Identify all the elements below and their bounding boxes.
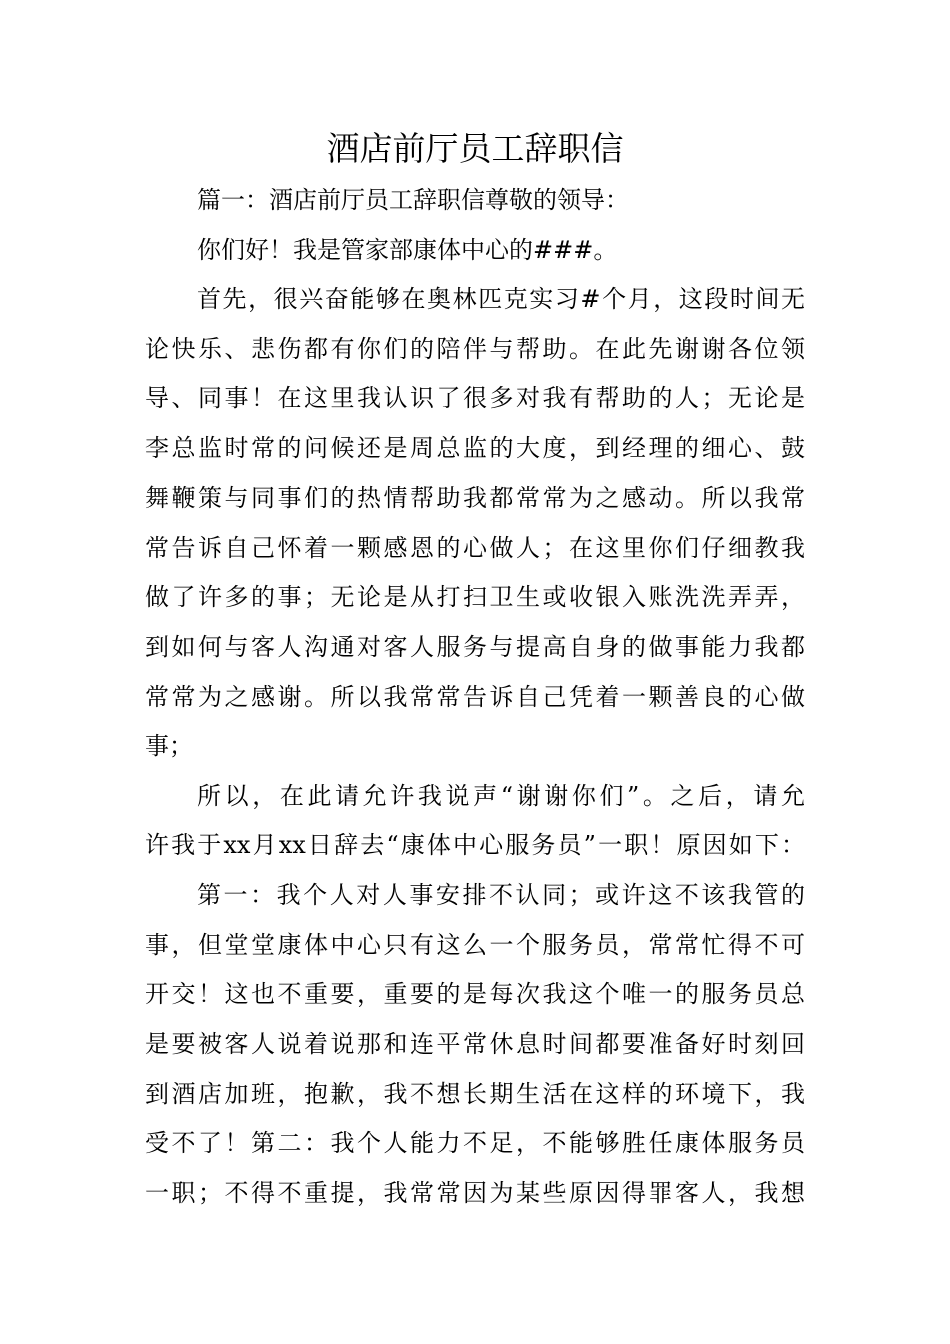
paragraph-line: 第一：我个人对人事安排不认同；或许这不该我管的: [197, 881, 805, 909]
paragraph-line: 所以，在此请允许我说声“谢谢你们”。之后，请允: [197, 782, 805, 810]
paragraph-line: 事，但堂堂康体中心只有这么一个服务员，常常忙得不可: [145, 931, 805, 959]
paragraph-line: 李总监时常的问候还是周总监的大度，到经理的细心、鼓: [145, 434, 805, 462]
paragraph-line: 你们好！我是管家部康体中心的###。: [197, 236, 618, 264]
paragraph-line: 论快乐、悲伤都有你们的陪伴与帮助。在此先谢谢各位领: [145, 335, 805, 363]
paragraph-line: 是要被客人说着说那和连平常休息时间都要准备好时刻回: [145, 1030, 805, 1058]
paragraph-line: 首先，很兴奋能够在奥林匹克实习#个月，这段时间无: [197, 285, 805, 313]
paragraph-line: 一职；不得不重提，我常常因为某些原因得罪客人，我想: [145, 1179, 805, 1207]
paragraph-line: 舞鞭策与同事们的热情帮助我都常常为之感动。所以我常: [145, 484, 805, 512]
paragraph-line: 事；: [145, 732, 193, 760]
document-title: 酒店前厅员工辞职信: [326, 129, 624, 168]
paragraph-line: 到如何与客人沟通对客人服务与提高自身的做事能力我都: [145, 633, 805, 661]
paragraph-line: 常告诉自己怀着一颗感恩的心做人；在这里你们仔细教我: [145, 534, 805, 562]
paragraph-line: 导、同事！在这里我认识了很多对我有帮助的人；无论是: [145, 384, 805, 412]
paragraph-line: 到酒店加班，抱歉，我不想长期生活在这样的环境下，我: [145, 1080, 805, 1108]
paragraph-line: 做了许多的事；无论是从打扫卫生或收银入账洗洗弄弄，: [145, 583, 805, 611]
paragraph-line: 受不了！第二：我个人能力不足，不能够胜任康体服务员: [145, 1129, 805, 1157]
paragraph-line: 篇一：酒店前厅员工辞职信尊敬的领导：: [197, 186, 629, 214]
paragraph-line: 常常为之感谢。所以我常常告诉自己凭着一颗善良的心做: [145, 683, 805, 711]
paragraph-line: 开交！这也不重要，重要的是每次我这个唯一的服务员总: [145, 980, 805, 1008]
paragraph-line: 许我于xx月xx日辞去“康体中心服务员”一职！原因如下：: [145, 831, 805, 859]
